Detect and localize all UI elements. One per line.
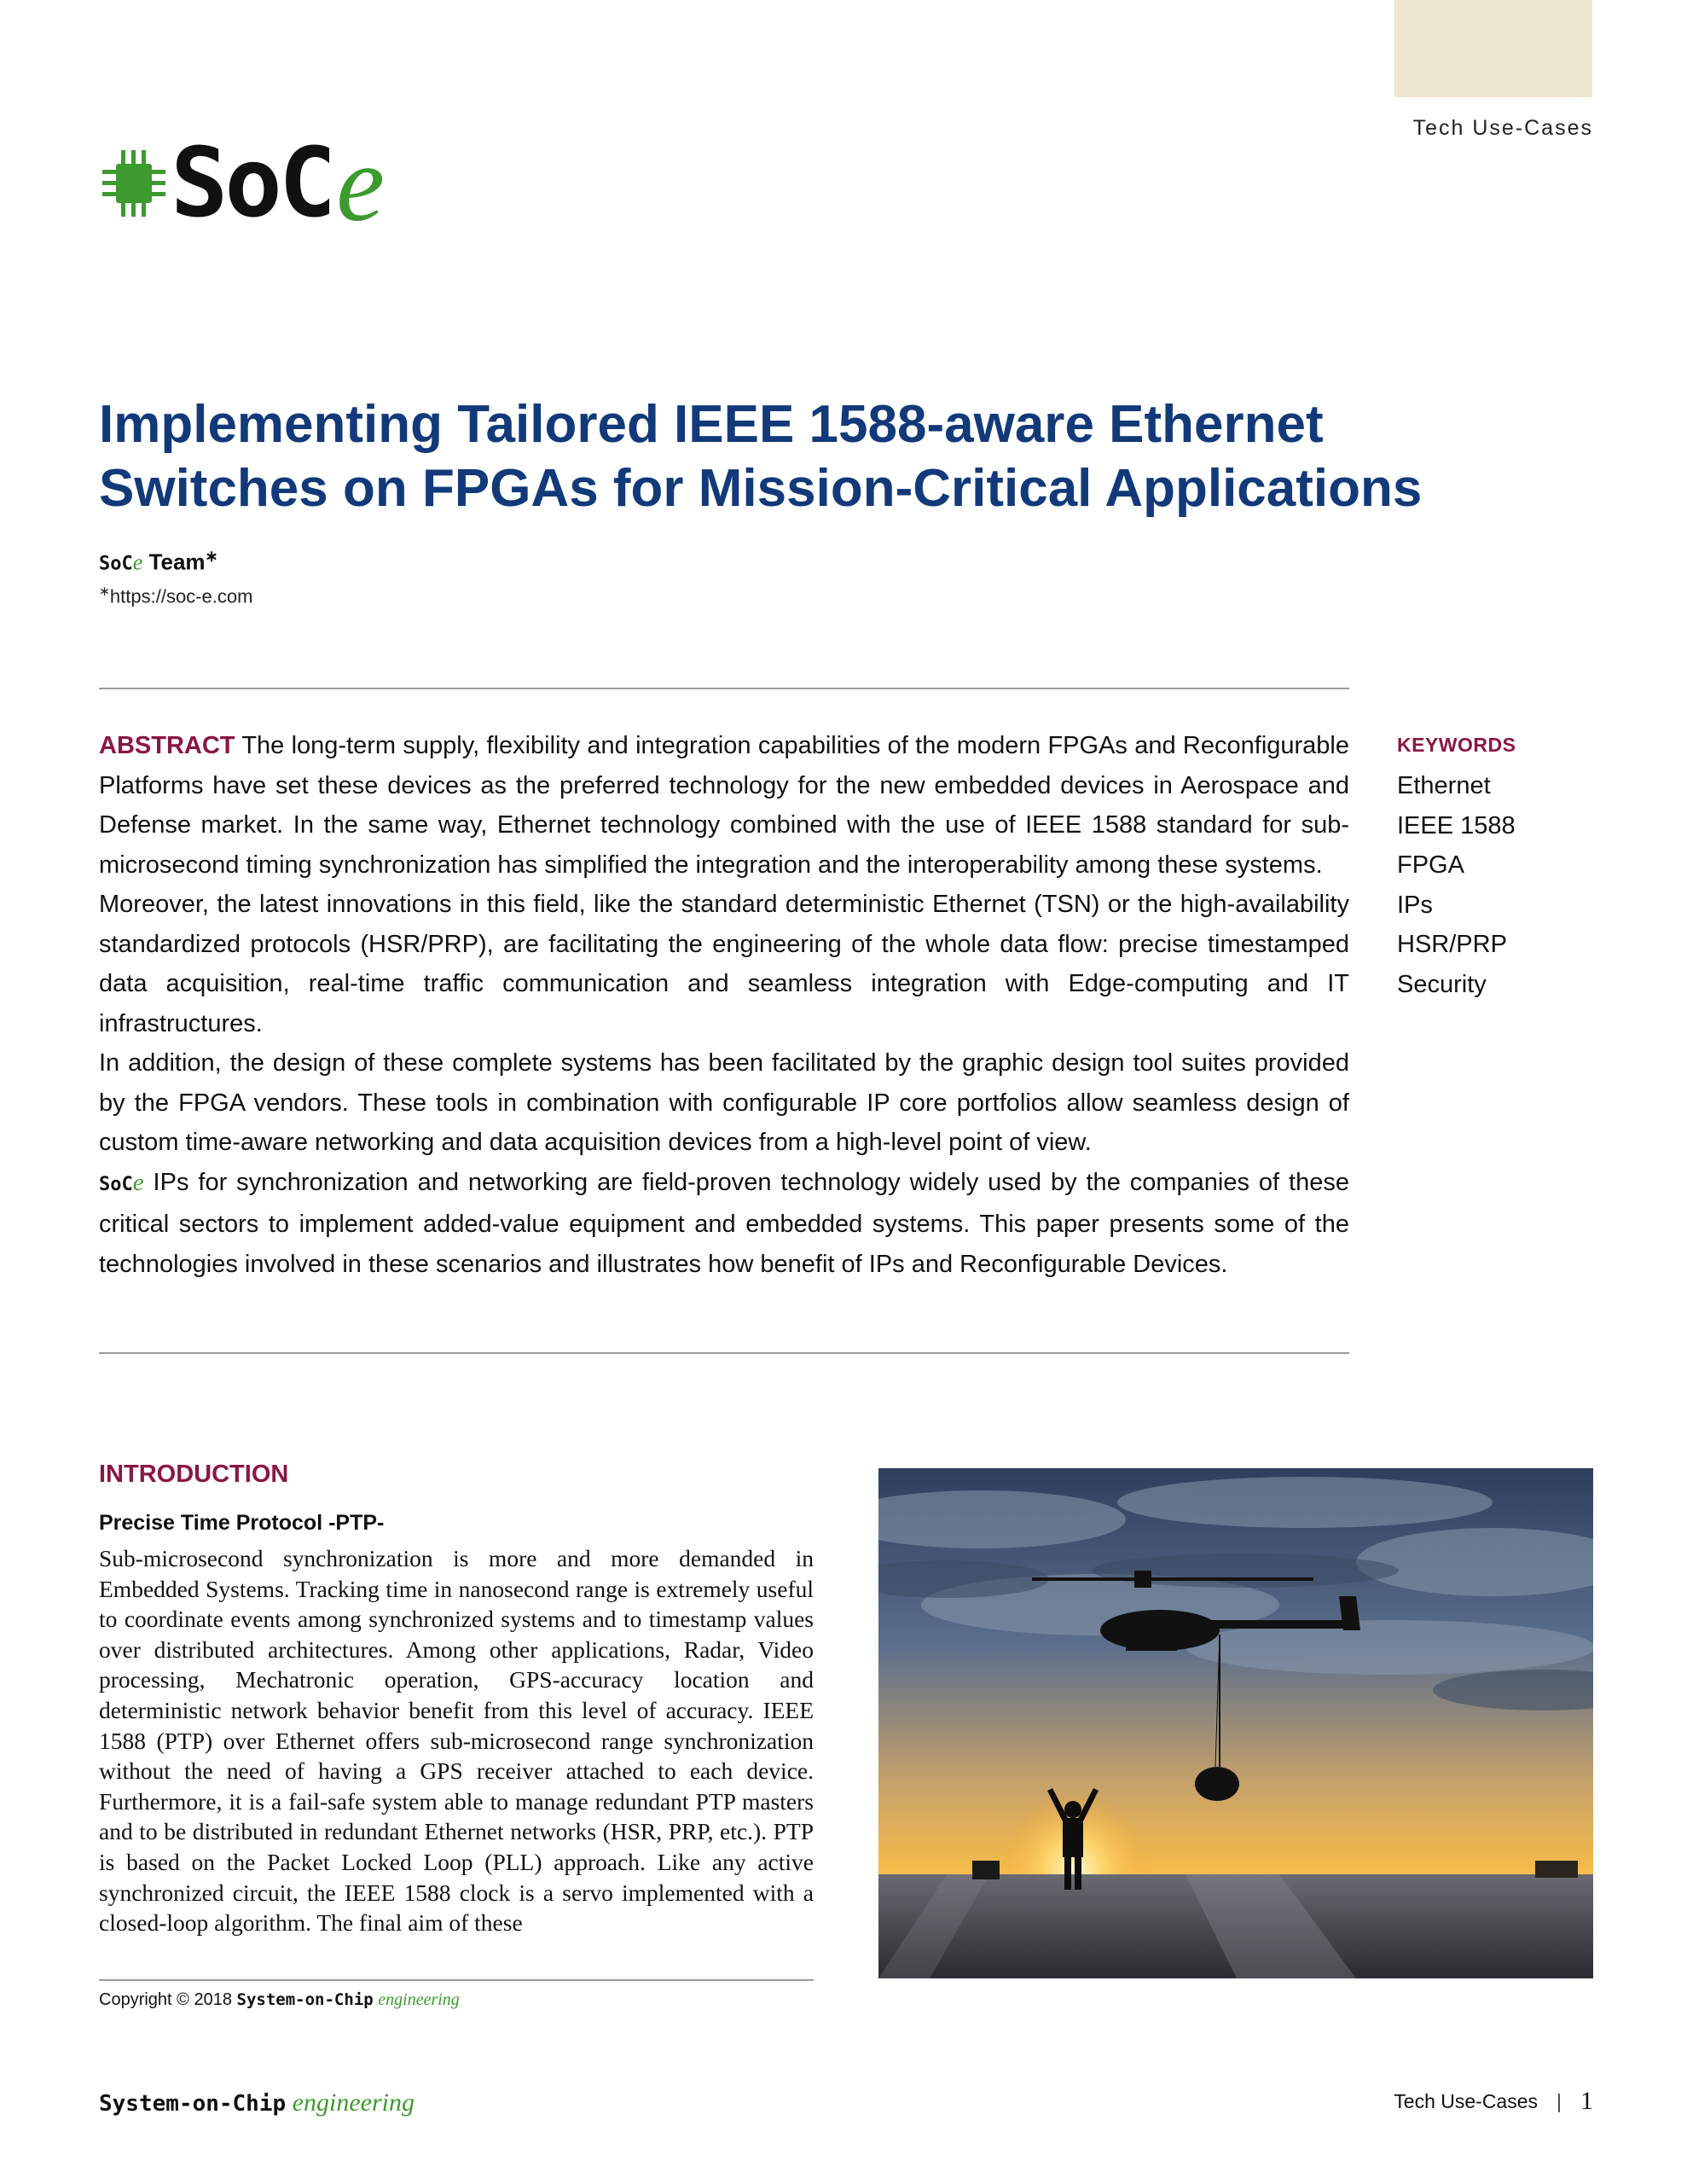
copyright-prefix: Copyright	[99, 1990, 172, 2009]
copyright-year: 2018	[194, 1990, 232, 2009]
author-name: Team	[148, 549, 206, 575]
keyword-item: Ethernet	[1397, 772, 1491, 799]
affiliation	[99, 584, 252, 607]
introduction-body: Sub-microsecond synchronization is more and more demanded in Embedded Systems. Tracking time in nanosecond range is extremely useful to coordinate events among synchronized systems and to timestamp values over distributed architectures. Among other applications, Radar, Video processing, Mechatronic operation, GPS-accuracy location and deterministic network behavior benefit from this level of accuracy. IEEE 1588 (PTP) over Ethernet offers sub-microsecond range synchronization without the need of having a GPS receiver attached to each device. Furthermore, it is a fail-safe system able to manage redundant PTP masters and to be distributed in redundant Ethernet networks (HSR, PRP, etc.). PTP is based on the Packet Locked Loop (PLL) approach. Like any active synchronized circuit, the IEEE 1588 clock is a servo implemented with a closed-loop algorithm. The final aim of these	[99, 1545, 814, 1937]
footer-company-accent: engineering	[292, 2088, 415, 2117]
header-category-tag: Tech Use-Cases	[1412, 116, 1593, 140]
intro-bottom-rule	[99, 1979, 814, 1981]
author-line	[99, 548, 218, 576]
abstract-text-1: The long-term supply, flexibility and integration capabilities of the modern FPGAs and Reconfigurable Platforms have set these devices as the preferred technology for the new embedded devices in Aerospace and Defense market. In the same way, Ethernet technology combined with the use of IEEE 1588 standard for sub-microsecond timing synchronization has simplified the integration and the interoperability among these systems.	[99, 732, 1349, 879]
author-mark: ∗	[205, 548, 218, 565]
paper-title	[99, 392, 1549, 520]
copyright-company: System-on-Chip	[236, 1990, 374, 2009]
logo-accent: e	[336, 123, 386, 244]
abstract-brand: SoC	[99, 1173, 133, 1195]
abstract-paragraph-3: In addition, the design of these complete systems has been facilitated by the graphic design tool suites provided by the FPGA vendors. These tools in combination with configurable IP core portfolios allow seamless design of custom time-aware networking and data acquisition devices from a high-level point of view.	[99, 1049, 1349, 1156]
copyright-line	[99, 1990, 460, 2010]
helicopter-sunset-photo	[878, 1468, 1593, 1978]
introduction-heading: INTRODUCTION	[99, 1461, 289, 1488]
footer-company-name: System-on-Chip	[99, 2091, 287, 2117]
keywords-panel	[1397, 734, 1585, 1004]
logo-text: SoC	[171, 128, 333, 239]
keyword-item: FPGA	[1397, 851, 1464, 879]
company-logo	[101, 123, 386, 244]
keyword-item: Security	[1397, 970, 1487, 998]
abstract-paragraph-1	[99, 726, 1349, 885]
copyright-symbol: ©	[177, 1990, 189, 2009]
footer-section: Tech Use-Cases	[1394, 2089, 1539, 2112]
abstract	[99, 726, 1349, 1284]
keyword-item: IPs	[1397, 891, 1433, 919]
affiliation-url: https://soc-e.com	[109, 585, 253, 607]
author-brand-accent: e	[132, 549, 143, 575]
footer-company	[99, 2088, 415, 2117]
keyword-item: IEEE 1588	[1397, 811, 1516, 839]
chip-icon	[101, 148, 167, 218]
header-color-block	[1394, 0, 1592, 97]
photo-illustration	[878, 1468, 1593, 1978]
abstract-paragraph-4	[99, 1163, 1349, 1285]
keywords-heading: KEYWORDS	[1397, 734, 1516, 756]
copyright-company-accent: engineering	[378, 1990, 460, 2009]
footer-page-info	[1394, 2087, 1593, 2116]
keyword-item: HSR/PRP	[1397, 931, 1507, 958]
abstract-brand-accent: e	[132, 1168, 144, 1196]
keywords-list	[1397, 766, 1585, 1004]
page-number: 1	[1580, 2087, 1593, 2115]
author-brand: SoC	[99, 553, 133, 575]
title-line-2: Switches on FPGAs for Mission-Critical Applications	[99, 459, 1423, 518]
abstract-label: ABSTRACT	[99, 732, 235, 759]
abstract-text-4: IPs for synchronization and networking are field-proven technology widely used by the companies of these critical sectors to implement added-value equipment and embedded systems. This paper presents some of the technologies involved in these scenarios and illustrates how benefit of IPs and Reconfigurable Devices.	[99, 1168, 1349, 1278]
abstract-top-rule	[99, 688, 1349, 689]
affiliation-mark: ∗	[99, 584, 110, 599]
title-line-1: Implementing Tailored IEEE 1588-aware Ethernet	[99, 395, 1324, 454]
footer-separator: |	[1557, 2089, 1562, 2112]
abstract-bottom-rule	[99, 1352, 1349, 1354]
ptp-subheading: Precise Time Protocol -PTP-	[99, 1511, 385, 1535]
abstract-paragraph-2: Moreover, the latest innovations in this field, like the standard deterministic Ethernet (TSN) or the high-availability standardized protocols (HSR/PRP), are facilitating the engineering of the whole data flow: precise timestamped data acquisition, real-time traffic communication and seamless integration with Edge-computing and IT infrastructures.	[99, 891, 1349, 1037]
